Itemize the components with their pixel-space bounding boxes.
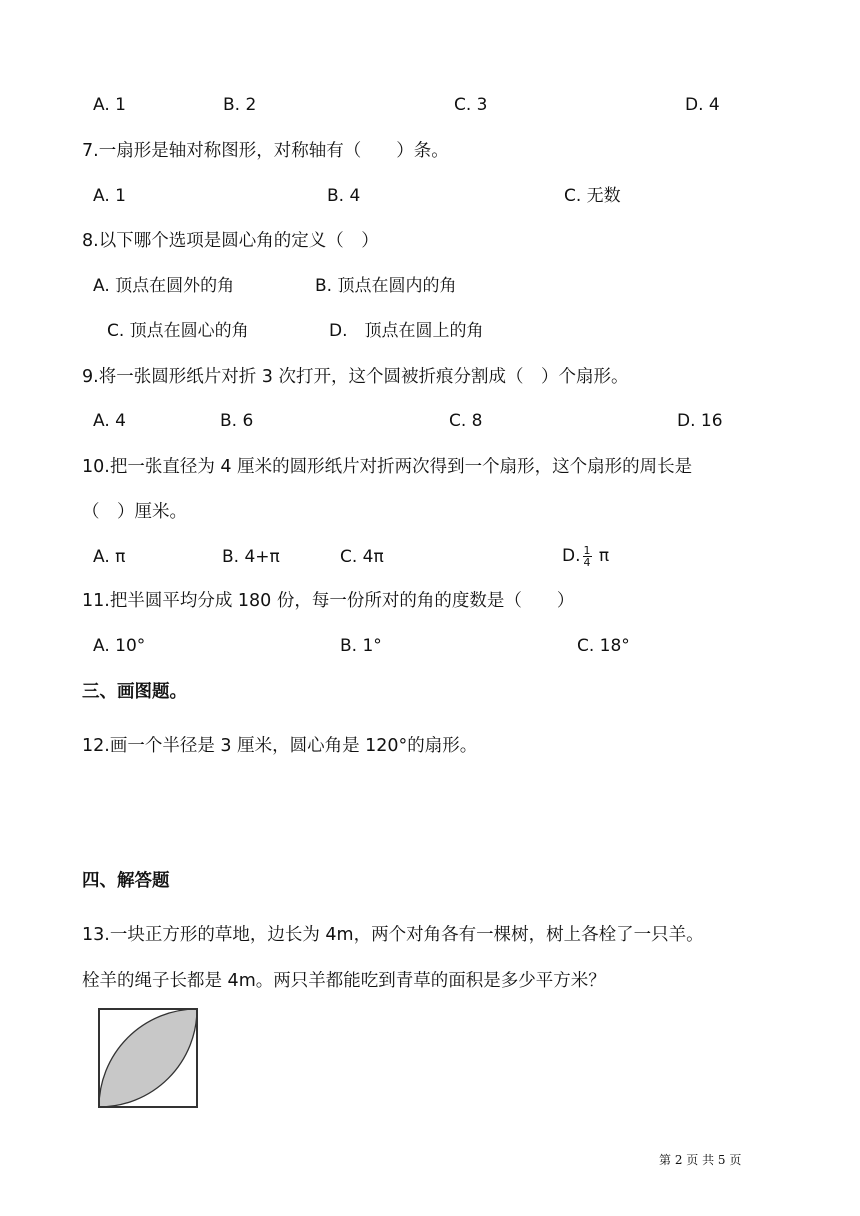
q10-stem-line1: 10.把一张直径为 4 厘米的圆形纸片对折两次得到一个扇形，这个扇形的周长是 bbox=[82, 457, 693, 477]
q6-option-a: A. 1 bbox=[93, 95, 126, 115]
fraction-denominator: 4 bbox=[583, 555, 591, 569]
q11-option-b: B. 1° bbox=[340, 636, 382, 656]
q10-option-d bbox=[562, 539, 609, 573]
fraction bbox=[583, 545, 592, 568]
q8-option-d: D. 顶点在圆上的角 bbox=[329, 321, 484, 341]
q9-stem: 9.将一张圆形纸片对折 3 次打开，这个圆被折痕分割成（ ）个扇形。 bbox=[82, 367, 629, 387]
fraction-numerator: 1 bbox=[583, 543, 591, 557]
q7-option-c: C. 无数 bbox=[564, 186, 621, 206]
q10-option-b: B. 4+π bbox=[222, 547, 280, 567]
q10-stem-line2: （ ）厘米。 bbox=[82, 502, 187, 522]
q11-option-c: C. 18° bbox=[577, 636, 630, 656]
shaded-lens-region bbox=[99, 1009, 197, 1107]
q8-option-c: C. 顶点在圆心的角 bbox=[107, 321, 249, 341]
q8-stem: 8.以下哪个选项是圆心角的定义（ ） bbox=[82, 231, 379, 251]
q9-option-b: B. 6 bbox=[220, 411, 254, 431]
q12-stem: 12.画一个半径是 3 厘米，圆心角是 120°的扇形。 bbox=[82, 736, 478, 756]
q9-option-c: C. 8 bbox=[449, 411, 483, 431]
q10-option-a: A. π bbox=[93, 547, 126, 567]
q13-stem-line2: 栓羊的绳子长都是 4m。两只羊都能吃到青草的面积是多少平方米？ bbox=[82, 971, 606, 991]
q11-option-a: A. 10° bbox=[93, 636, 146, 656]
q9-option-a: A. 4 bbox=[93, 411, 126, 431]
q10-option-c: C. 4π bbox=[340, 547, 384, 567]
section-4-title: 四、解答题 bbox=[82, 871, 170, 891]
q7-stem: 7.一扇形是轴对称图形，对称轴有（ ）条。 bbox=[82, 141, 449, 161]
q10-option-d-prefix: D. bbox=[562, 546, 581, 566]
q6-option-c: C. 3 bbox=[454, 95, 488, 115]
q9-option-d: D. 16 bbox=[677, 411, 723, 431]
q7-option-a: A. 1 bbox=[93, 186, 126, 206]
q7-option-b: B. 4 bbox=[327, 186, 361, 206]
q10-option-d-suffix: π bbox=[598, 546, 610, 566]
q11-stem: 11.把半圆平均分成 180 份，每一份所对的角的度数是（ ） bbox=[82, 591, 575, 611]
q8-option-a: A. 顶点在圆外的角 bbox=[93, 276, 235, 296]
q6-option-d: D. 4 bbox=[685, 95, 720, 115]
square-lens-figure bbox=[96, 1006, 200, 1110]
q6-option-b: B. 2 bbox=[223, 95, 257, 115]
q13-stem-line1: 13.一块正方形的草地，边长为 4m，两个对角各有一棵树，树上各栓了一只羊。 bbox=[82, 925, 704, 945]
page-number: 第 2 页 共 5 页 bbox=[659, 1153, 742, 1167]
q8-option-b: B. 顶点在圆内的角 bbox=[315, 276, 457, 296]
section-3-title: 三、画图题。 bbox=[82, 682, 187, 702]
